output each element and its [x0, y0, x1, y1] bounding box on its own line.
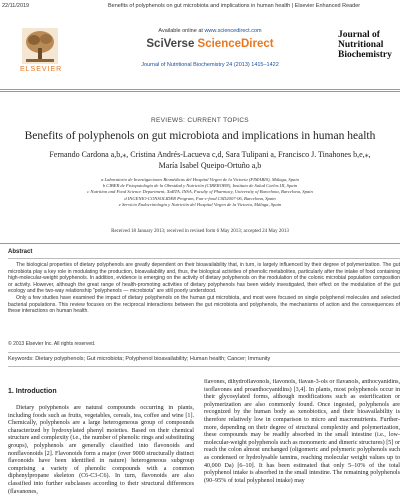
available-prefix: Available online at	[158, 28, 203, 34]
divider	[8, 366, 400, 367]
sciencedirect-link[interactable]: www.sciencedirect.com	[204, 28, 262, 34]
elsevier-logo[interactable]	[14, 28, 66, 78]
divider	[0, 243, 400, 244]
body-paragraph: flavones, dihydroflavonols, flavonols, flavan-3-ols or flavanols, anthocyanidins, isoflavones and proanthocyanidins) [3,4]. In plants, most polyphenols occur in their glycosylated forms, although modifications such as esterification or polymerization are also commonly found. Once ingested, polyphenols are recognized by the human body as xenobiotics, and their bioavailability is therefore relatively low in comparison to micro and macronutrients. Further-more, depending on their degree of structural complexity and polymerization, these compounds may be readily absorbed in the small intestine (i.e., low-molecular-weight polyphenols such as monomeric and dimeric structures) [5] or reach the colon almost unchanged (oligomeric and polymeric polyphenols such as condensed or hydrolysable tannins, reaching molecular weight values up to 40,000 Da) [6–10]. It has been estimated that only 5–10% of the total polyphenol intake is absorbed in the small intestine. The remaining polyphenols (90–95% of total polyphenol intake) may	[204, 379, 400, 484]
masthead-center	[110, 28, 310, 68]
section-label: REVIEWS: CURRENT TOPICS	[151, 117, 249, 124]
print-date: 22/11/2019	[2, 3, 30, 9]
sciencedirect-word: ScienceDirect	[197, 38, 274, 50]
sciverse-logo[interactable]	[110, 38, 310, 50]
browser-header	[0, 0, 400, 12]
availability-line	[110, 28, 310, 34]
authors-line[interactable]: María Isabel Queipo-Ortuño a,b	[158, 161, 262, 170]
abstract-heading: Abstract	[8, 249, 33, 255]
affiliation: b CIBER de Fisiopatología de la Obesidad y Nutrición (CIBEROBN), Instituto de Salud Carlos III, Spain	[102, 183, 298, 189]
publisher-name: ELSEVIER	[20, 66, 63, 73]
affiliation: a Laboratorio de Investigaciones Biomédicas del Hospital Virgen de la Victoria (FIMABIS), Málaga, Spain	[101, 177, 299, 182]
journal-citation-link[interactable]: Journal of Nutritional Biochemistry 24 (2013) 1415–1422	[141, 62, 279, 68]
affiliations	[20, 177, 380, 208]
abstract-body	[8, 262, 400, 315]
affiliation: d INGENIO-CONSOLIDER Program, Fun-c-food CSD2007-06, Barcelona, Spain	[124, 195, 276, 201]
journal-name-line: Journal of	[338, 30, 380, 40]
masthead	[0, 28, 400, 90]
copyright: © 2013 Elsevier Inc. All rights reserved.	[8, 341, 96, 347]
authors-line[interactable]: Fernando Cardona a,b,⁎, Cristina Andrés-Lacueva c,d, Sara Tulipani a, Francisco J. Tinahones b,e,⁎,	[49, 150, 371, 159]
journal-name-line: Nutritional	[338, 40, 384, 50]
divider	[0, 91, 400, 92]
received-dates: Received 18 January 2013; received in revised form 6 May 2013; accepted 24 May 2013	[111, 229, 289, 234]
divider	[0, 89, 400, 90]
keywords: Keywords: Dietary polyphenols; Gut microbiota; Polyphenol bioavailability; Human health; Cancer; Immunity	[8, 356, 271, 362]
introduction-heading: 1. Introduction	[8, 388, 57, 395]
abstract-paragraph: The biological properties of dietary polyphenols are greatly dependent on their bioavailability that, in turn, is largely influenced by their degree of polymerization. The gut microbiota play a key role in modulating the production, bioavailability and, thus, the biological activities of phenolic metabolites, particularly after the intake of food containing high-molecular-weight polyphenols. In addition, evidence is emerging on the activity of dietary polyphenols on the modulation of the colonic microbial population composition or activity. However, although the great range of health-promoting activities of dietary polyphenols has been widely investigated, their effect on the modulation of the gut ecology and the two-way relationship "polyphenols — microbiota" are still poorly understood.	[8, 262, 400, 295]
page-title: Benefits of polyphenols on gut microbiota and implications in human health | Elsevier Enhanced Reader	[108, 3, 361, 9]
abstract-paragraph: Only a few studies have examined the impact of dietary polyphenols on the human gut microbiota, and most were focused on single polyphenol molecules and selected bacterial populations. This review focuses on the reciprocal interactions between the gut microbiota and polyphenols, the mechanisms of action and the consequences of these interactions on human health.	[8, 294, 400, 315]
elsevier-tree-icon	[22, 28, 58, 64]
sciverse-word: SciVerse	[146, 38, 198, 50]
journal-name-line: Biochemistry	[338, 50, 392, 60]
article-title: Benefits of polyphenols on gut microbiota and implications in human health	[24, 130, 376, 142]
body-column-left	[8, 405, 194, 500]
divider	[8, 258, 400, 259]
affiliation: c Nutrition and Food Science Department, XaRTA, INSA, Faculty of Pharmacy, University of Barcelona, Barcelona, Spain	[87, 189, 313, 195]
author-list	[20, 149, 400, 171]
journal-name	[338, 30, 400, 60]
body-column-right	[204, 379, 400, 500]
body-paragraph: Dietary polyphenols are natural compounds occurring in plants, including foods such as fruits, vegetables, cereals, tea, coffee and wine [1]. Chemically, polyphenols are a large heterogeneous group of compounds characterized by hydroxylated phenyl moieties. Based on their chemical structure and complexity (i.e., the number of phenolic rings and substituting groups), polyphenols are generally classified into flavonoids and nonflavonoids [2]. Flavonoids form a major (over 9000 structurally distinct flavonoids have been identified in nature) heterogeneous subgroup comprising a variety of phenolic compounds with a common diphenylpropane skeleton (C6-C3-C6). In turn, flavonoids are also classified into further subclasses according to their structural differences (flavanones,	[8, 405, 194, 495]
affiliation: e Servicio Endocrinología y Nutrición del Hospital Virgen de la Victoria, Málaga, Spain	[118, 201, 282, 207]
divider	[8, 352, 400, 353]
